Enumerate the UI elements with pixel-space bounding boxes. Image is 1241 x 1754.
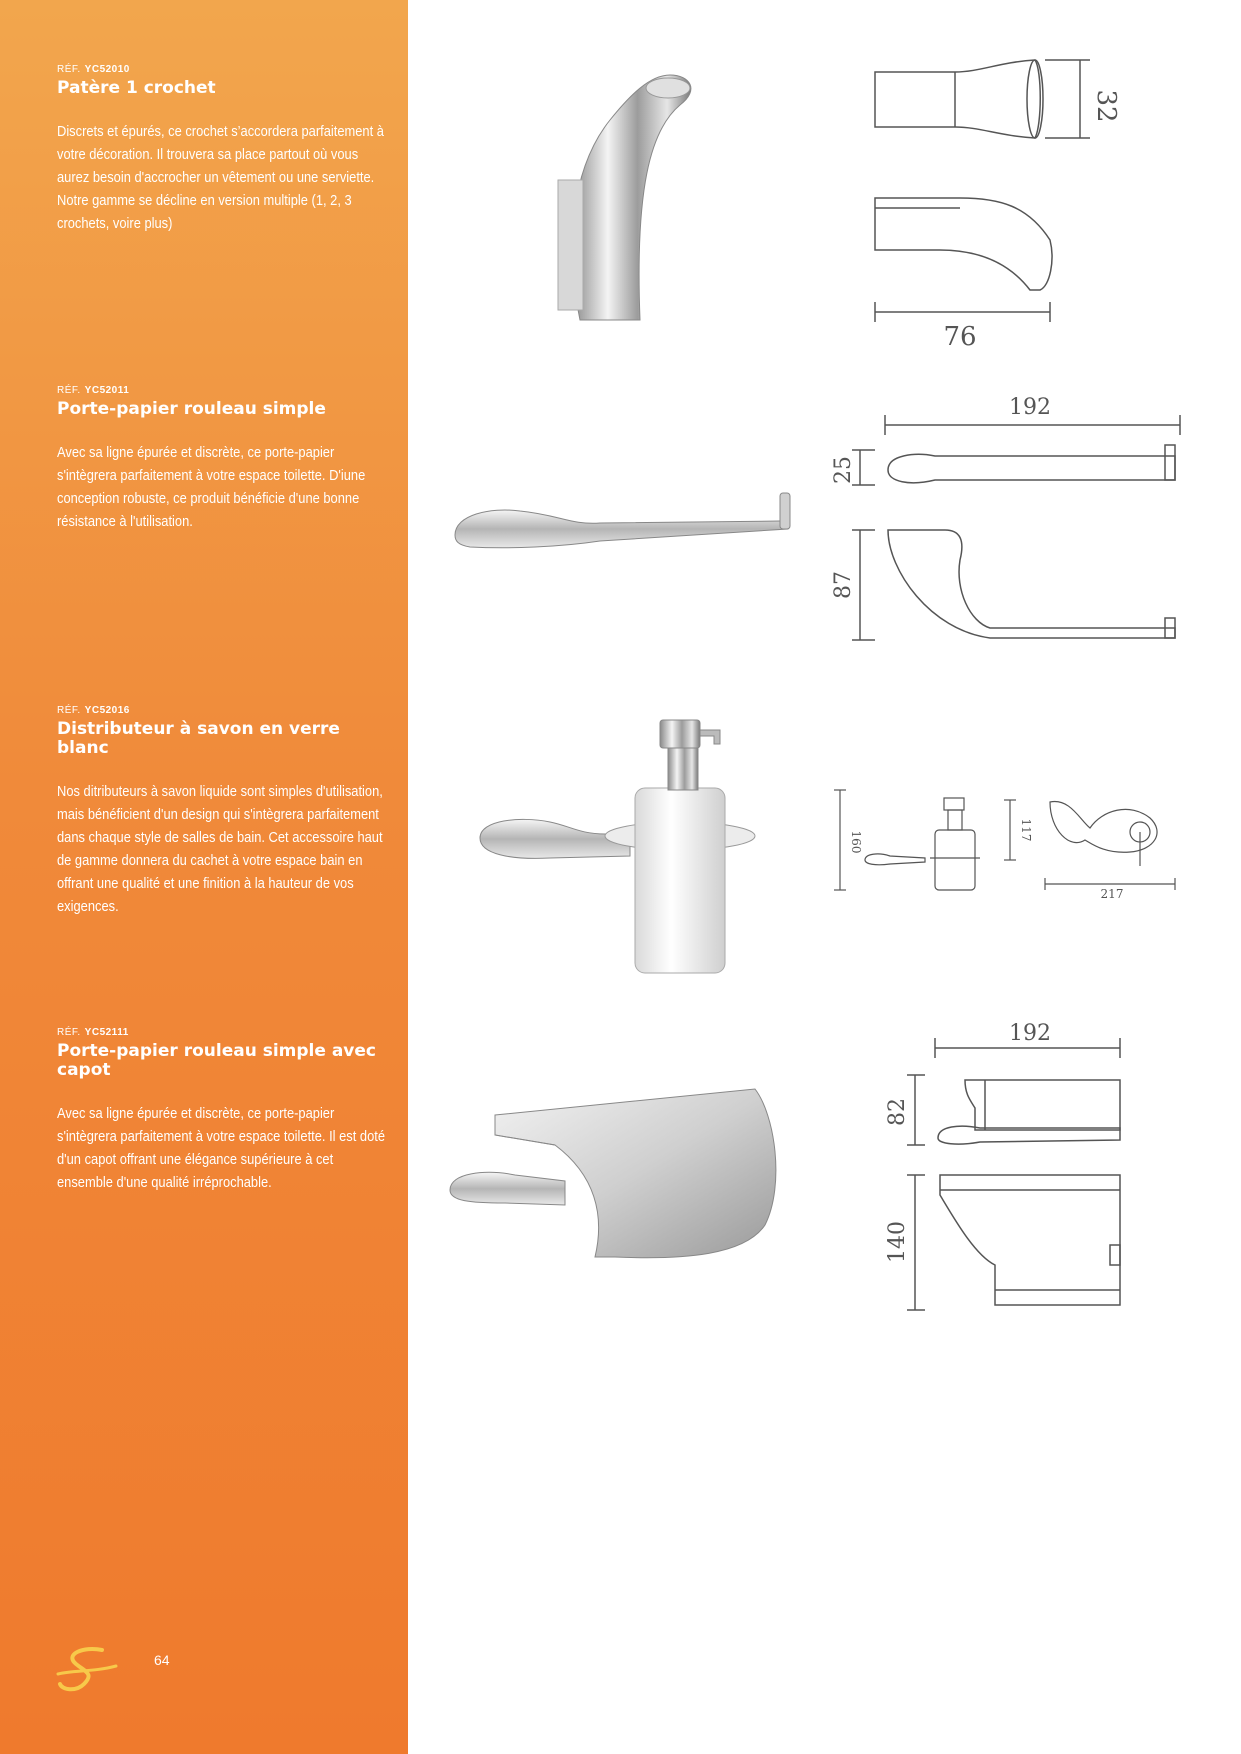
soap-depth-label: 117	[1019, 818, 1033, 842]
product-yc52010	[57, 64, 392, 235]
product-ref: RÉF. YC52016	[57, 705, 130, 716]
page-number: 64	[154, 1652, 170, 1668]
soap-width-label: 217	[1100, 887, 1124, 900]
soap-height-label: 160	[849, 830, 863, 854]
covered-width-label: 192	[1009, 1021, 1051, 1046]
product-title: Porte-papier rouleau simple	[57, 399, 326, 419]
product-ref: RÉF. YC52111	[57, 1027, 129, 1038]
product-yc52016	[57, 705, 392, 918]
paper-holder-drawing	[820, 390, 1200, 650]
soap-dispenser-photo	[470, 708, 800, 978]
hook-width-label: 76	[943, 322, 977, 350]
product-title: Porte-papier rouleau simple avec capot	[57, 1041, 376, 1080]
covered-paper-holder-photo	[445, 1085, 805, 1260]
paper-holder-photo	[450, 485, 800, 555]
covered-height-label: 140	[885, 1221, 910, 1263]
covered-paper-holder-drawing	[870, 1020, 1190, 1325]
product-ref: RÉF. YC52011	[57, 385, 130, 396]
product-description: Avec sa ligne épurée et discrète, ce porte-papier s'intègrera parfaitement à votre espace toilette. Il est doté d'un capot offrant une élégance supérieure à cet ensemble d'une qualité irréprochable.	[57, 1105, 386, 1191]
product-ref: RÉF. YC52010	[57, 64, 130, 75]
product-description: Discrets et épurés, ce crochet s’accordera parfaitement à votre décoration. Il trouvera sa place partout où vous aurez besoin d'accrocher un vêtement ou une serviette. Notre gamme se décline en version multiple (1, 2, 3 crochets, voire plus)	[57, 123, 384, 232]
paper-holder-height-label: 87	[831, 571, 856, 599]
product-title: Patère 1 crochet	[57, 78, 216, 98]
soap-dispenser-drawing	[830, 780, 1190, 900]
product-yc52011	[57, 385, 392, 533]
product-description: Nos ditributeurs à savon liquide sont simples d'utilisation, mais bénéficient d'un design qui s'intègrera parfaitement dans chaque style de salles de bain. Cet accessoire haut de gamme donnera du cachet à votre espace bain en offrant une qualité et une finition à la hauteur de vos exigences.	[57, 783, 383, 915]
brand-logo-icon	[54, 1644, 124, 1698]
hook-drawing	[860, 50, 1130, 350]
product-yc52111	[57, 1027, 392, 1194]
product-description: Avec sa ligne épurée et discrète, ce porte-papier s'intègrera parfaitement à votre espace toilette. D'iune conception robuste, ce produit bénéficie d'une bonne résistance à l'utilisation.	[57, 444, 366, 530]
hook-height-label: 32	[1091, 89, 1121, 123]
paper-holder-width-label: 192	[1009, 395, 1051, 420]
product-title: Distributeur à savon en verre blanc	[57, 719, 340, 758]
covered-depth-label: 82	[885, 1098, 910, 1126]
hook-photo	[540, 70, 720, 330]
paper-holder-depth-label: 25	[831, 456, 856, 484]
